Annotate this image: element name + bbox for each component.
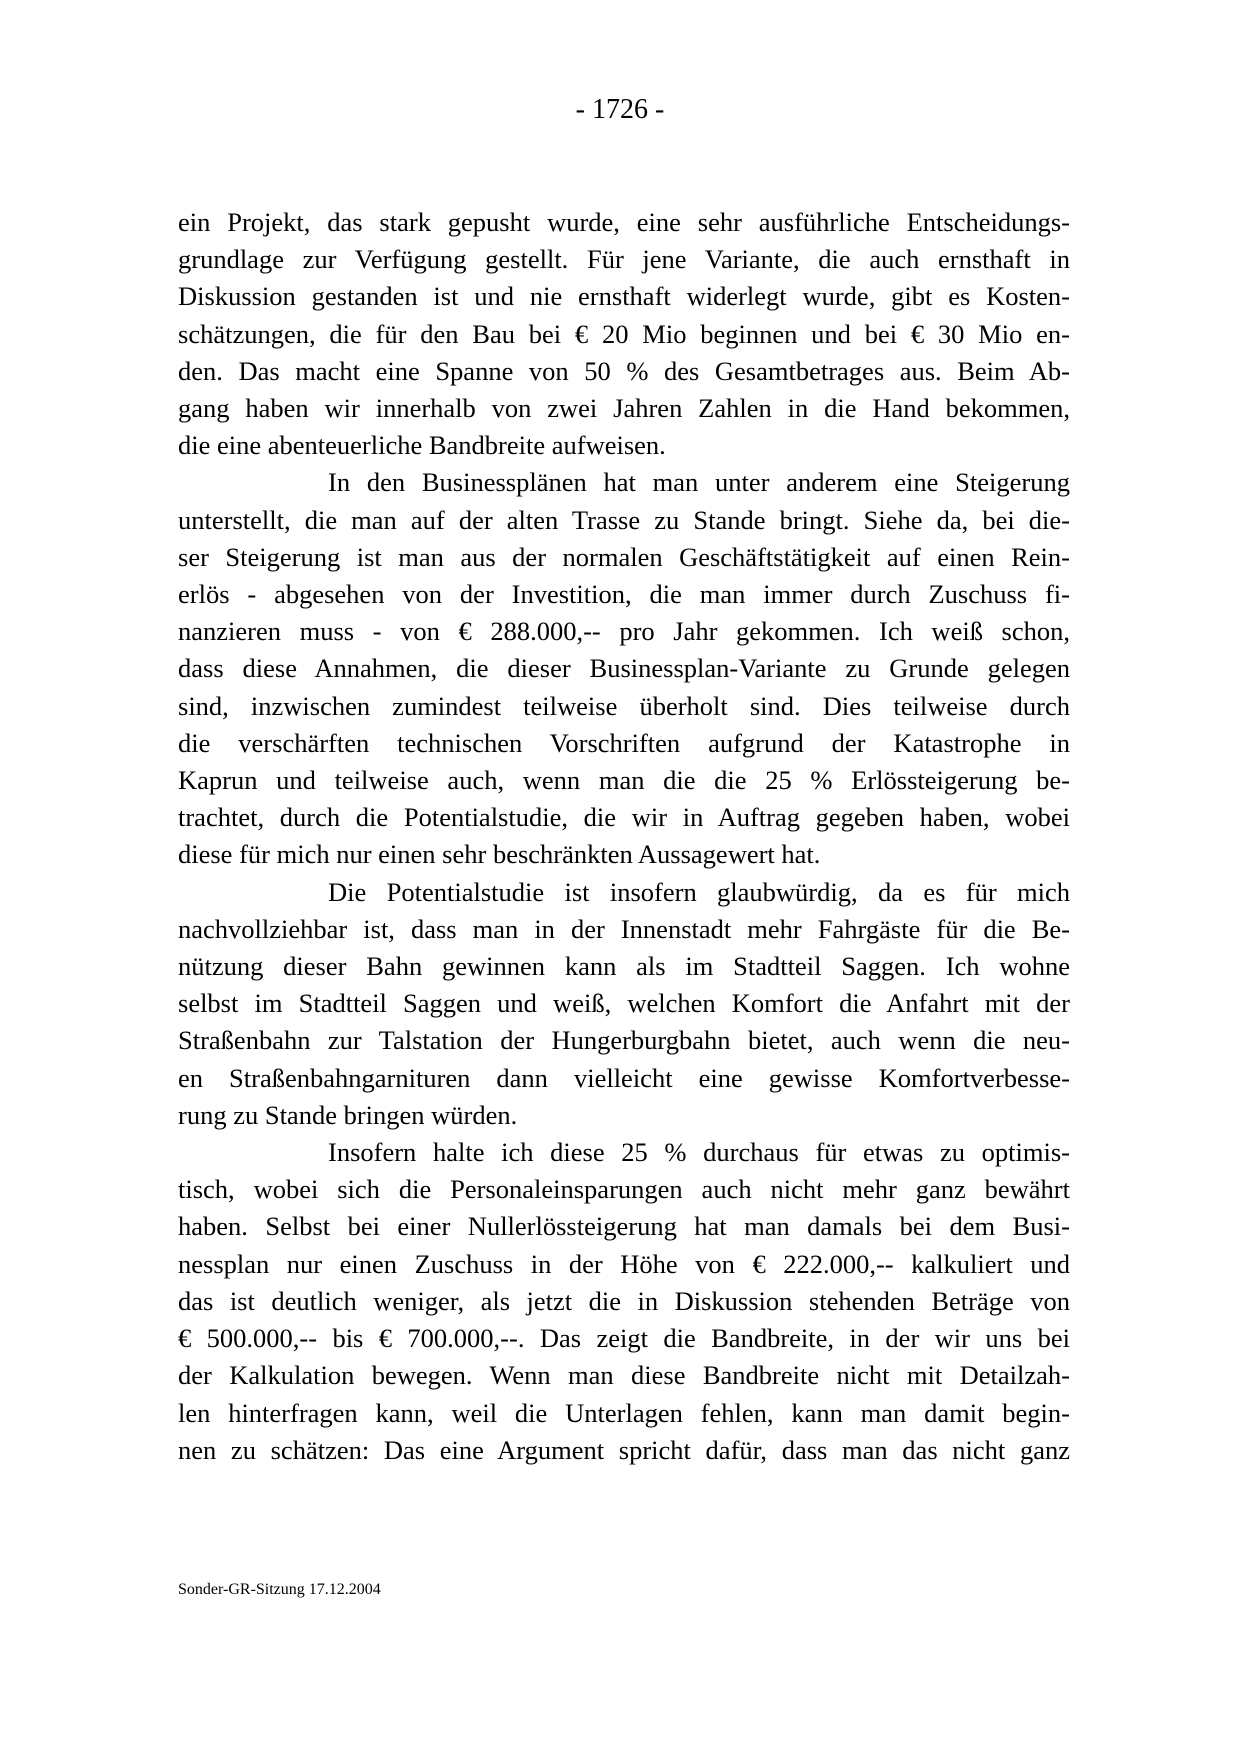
text-line: len hinterfragen kann, weil die Unterlagen fehlen, kann man damit begin- bbox=[178, 1397, 1070, 1428]
text-line: unterstellt, die man auf der alten Trasse zu Stande bringt. Siehe da, bei die- bbox=[178, 504, 1070, 535]
text-line: € 500.000,-- bis € 700.000,--. Das zeigt die Bandbreite, in der wir uns bei bbox=[178, 1323, 1070, 1354]
text-line: nessplan nur einen Zuschuss in der Höhe von € 222.000,-- kalkuliert und bbox=[178, 1248, 1070, 1279]
text-line: tisch, wobei sich die Personaleinsparungen auch nicht mehr ganz bewährt bbox=[178, 1174, 1070, 1205]
text-line: nachvollziehbar ist, dass man in der Innenstadt mehr Fahrgäste für die Be- bbox=[178, 913, 1070, 944]
text-line: schätzungen, die für den Bau bei € 20 Mio beginnen und bei € 30 Mio en- bbox=[178, 318, 1070, 349]
text-line: ser Steigerung ist man aus der normalen Geschäftstätigkeit auf einen Rein- bbox=[178, 541, 1070, 572]
text-line: Kaprun und teilweise auch, wenn man die die 25 % Erlössteigerung be- bbox=[178, 765, 1070, 796]
text-line: In den Businessplänen hat man unter anderem eine Steigerung bbox=[328, 467, 1070, 498]
text-line: ein Projekt, das stark gepusht wurde, eine sehr ausführliche Entscheidungs- bbox=[178, 207, 1070, 237]
text-line: rung zu Stande bringen würden. bbox=[178, 1099, 518, 1130]
text-line: der Kalkulation bewegen. Wenn man diese Bandbreite nicht mit Detailzah- bbox=[178, 1360, 1070, 1391]
text-line: nen zu schätzen: Das eine Argument spricht dafür, dass man das nicht ganz bbox=[178, 1434, 1070, 1465]
text-line: dass diese Annahmen, die dieser Businessplan-Variante zu Grunde gelegen bbox=[178, 653, 1070, 684]
text-line: diese für mich nur einen sehr beschränkten Aussagewert hat. bbox=[178, 839, 821, 870]
text-line: nützung dieser Bahn gewinnen kann als im Stadtteil Saggen. Ich wohne bbox=[178, 951, 1070, 982]
paragraph bbox=[178, 204, 1070, 464]
text-line: gang haben wir innerhalb von zwei Jahren Zahlen in die Hand bekommen, bbox=[178, 393, 1070, 424]
text-line: Diskussion gestanden ist und nie ernsthaft widerlegt wurde, gibt es Kosten- bbox=[178, 281, 1070, 312]
text-line: selbst im Stadtteil Saggen und weiß, welchen Komfort die Anfahrt mit der bbox=[178, 988, 1070, 1019]
text-line: die eine abenteuerliche Bandbreite aufweisen. bbox=[178, 430, 666, 461]
text-line: Die Potentialstudie ist insofern glaubwürdig, da es für mich bbox=[328, 876, 1070, 907]
page-number: - 1726 - bbox=[575, 94, 665, 125]
text-line: Insofern halte ich diese 25 % durchaus für etwas zu optimis- bbox=[328, 1137, 1070, 1168]
paragraph bbox=[178, 874, 1070, 1134]
footer-session-label: Sonder-GR-Sitzung 17.12.2004 bbox=[178, 1581, 381, 1598]
paragraph bbox=[178, 464, 1070, 873]
text-line: den. Das macht eine Spanne von 50 % des Gesamtbetrages aus. Beim Ab- bbox=[178, 355, 1070, 386]
text-line: en Straßenbahngarnituren dann vielleicht eine gewisse Komfortverbesse- bbox=[178, 1062, 1070, 1093]
paragraph bbox=[178, 1134, 1070, 1469]
text-line: nanzieren muss - von € 288.000,-- pro Jahr gekommen. Ich weiß schon, bbox=[178, 616, 1070, 647]
text-line: haben. Selbst bei einer Nullerlössteigerung hat man damals bei dem Busi- bbox=[178, 1211, 1070, 1242]
text-line: das ist deutlich weniger, als jetzt die in Diskussion stehenden Beträge von bbox=[178, 1285, 1070, 1316]
text-line: Straßenbahn zur Talstation der Hungerburgbahn bietet, auch wenn die neu- bbox=[178, 1025, 1070, 1056]
text-line: grundlage zur Verfügung gestellt. Für jene Variante, die auch ernsthaft in bbox=[178, 244, 1070, 275]
text-line: trachtet, durch die Potentialstudie, die wir in Auftrag gegeben haben, wobei bbox=[178, 802, 1070, 833]
text-line: sind, inzwischen zumindest teilweise überholt sind. Dies teilweise durch bbox=[178, 690, 1070, 721]
text-line: erlös - abgesehen von der Investition, die man immer durch Zuschuss fi- bbox=[178, 579, 1070, 610]
body-text bbox=[178, 204, 1070, 1469]
text-line: die verschärften technischen Vorschriften aufgrund der Katastrophe in bbox=[178, 727, 1070, 758]
